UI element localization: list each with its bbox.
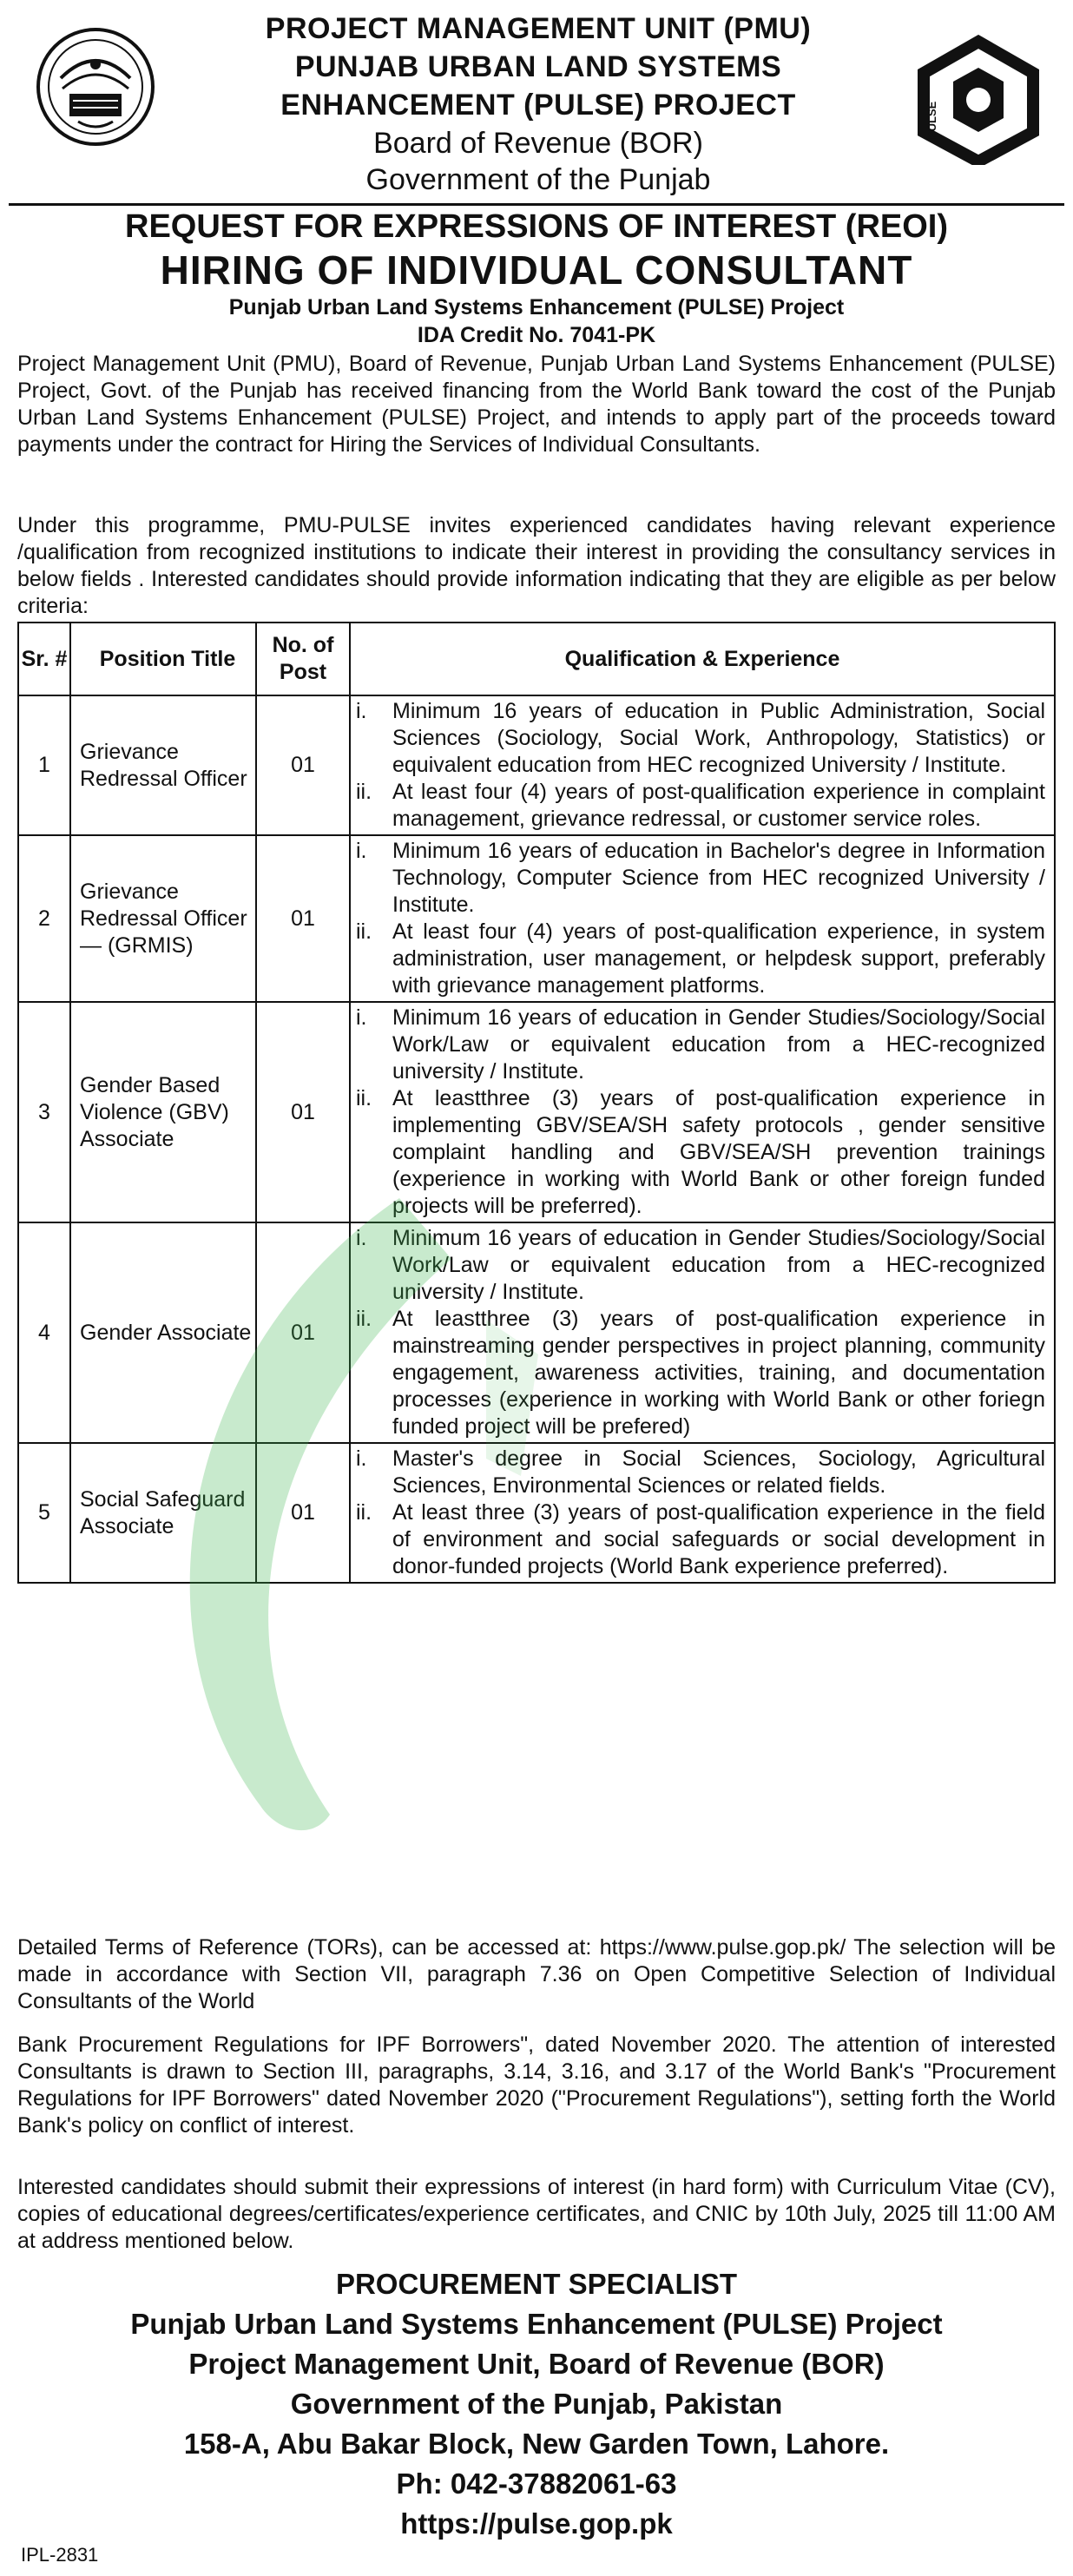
header-line-2: PUNJAB URBAN LAND SYSTEMS <box>294 50 782 83</box>
contact-website: https://pulse.gop.pk <box>400 2507 673 2540</box>
row-no-of-post: 01 <box>256 695 350 835</box>
row-sr: 4 <box>18 1222 70 1443</box>
contact-unit: Project Management Unit, Board of Revenue (BOR) <box>188 2348 885 2380</box>
row-qualification <box>350 1002 1055 1222</box>
row-no-of-post: 01 <box>256 1222 350 1443</box>
header-qualification: Qualification & Experience <box>350 623 1055 695</box>
contact-designation: PROCUREMENT SPECIALIST <box>335 2268 738 2300</box>
hiring-title: HIRING OF INDIVIDUAL CONSULTANT <box>160 247 913 293</box>
table-row <box>18 1002 1055 1222</box>
qual-text: Minimum 16 years of education in Gender Studies/Sociology/Social Work/Law or equivalent education from a HEC-recognized university / Institute. <box>392 1005 1045 1084</box>
contact-address: 158-A, Abu Bakar Block, New Garden Town, Lahore. <box>183 2428 890 2460</box>
punjab-emblem-icon <box>35 26 156 148</box>
header-no-of-post: No. of Post <box>256 623 350 695</box>
row-position-title: Grievance Redressal Officer <box>70 695 256 835</box>
table-row <box>18 1443 1055 1583</box>
table-header-row <box>18 623 1055 695</box>
reference-number: IPL-2831 <box>21 2544 99 2566</box>
row-no-of-post: 01 <box>256 1443 350 1583</box>
row-sr: 2 <box>18 835 70 1002</box>
contact-phone: Ph: 042-37882061-63 <box>396 2467 677 2500</box>
qual-text: At leastthree (3) years of post-qualification experience in implementing GBV/SEA/SH safety protocols , gender sensitive complaint handling and GBV/SEA/SH prevention trainings (experience in working with World Bank or other foreign funded projects will be preferred). <box>392 1086 1045 1218</box>
row-qualification <box>350 1222 1055 1443</box>
qual-text: At leastthree (3) years of post-qualification experience in mainstreaming gender perspectives in project planning, community engagement, awareness activities, training, and documentation processes (experience in working with World Bank or other foriegn funded project will be prefered) <box>392 1307 1045 1439</box>
terms-paragraph-1: Detailed Terms of Reference (TORs), can be accessed at: https://www.pulse.gop.pk/ The selection will be made in accordance with Section VII, paragraph 7.36 on Open Competitive Selection of Individual Consultants of the World <box>17 1935 1056 2013</box>
qual-number: ii. <box>356 1086 372 1110</box>
contact-government: Government of the Punjab, Pakistan <box>290 2388 783 2420</box>
intro-paragraph-1: Project Management Unit (PMU), Board of Revenue, Punjab Urban Land Systems Enhancement (PULSE) Project, Govt. of the Punjab has received financing from the World Bank toward the cost of the Punjab Urban Land Systems Enhancement (PULSE) Project, and intends to apply part of the proceeds toward payments under the contract for Hiring the Services of Individual Consultants. <box>17 352 1056 457</box>
row-no-of-post: 01 <box>256 1002 350 1222</box>
contact-project: Punjab Urban Land Systems Enhancement (PULSE) Project <box>130 2308 943 2340</box>
table-row <box>18 695 1055 835</box>
header-sr: Sr. # <box>18 623 70 695</box>
header-divider <box>9 203 1064 206</box>
row-position-title: Gender Based Violence (GBV) Associate <box>70 1002 256 1222</box>
qual-text: Minimum 16 years of education in Gender Studies/Sociology/Social Work/Law or equivalent education from a HEC-recognized university / Institute. <box>392 1226 1045 1304</box>
table-row <box>18 835 1055 1002</box>
pulse-logo-text: PULSE <box>925 101 938 139</box>
qual-number: ii. <box>356 919 372 944</box>
credit-number: IDA Credit No. 7041-PK <box>417 323 656 347</box>
qual-number: ii. <box>356 780 372 804</box>
row-qualification <box>350 695 1055 835</box>
project-subtitle: Punjab Urban Land Systems Enhancement (PULSE) Project <box>228 295 845 320</box>
row-qualification <box>350 835 1055 1002</box>
qual-number: i. <box>356 1005 367 1030</box>
qual-number: i. <box>356 1446 367 1471</box>
reoi-title: REQUEST FOR EXPRESSIONS OF INTEREST (REOI) <box>125 208 948 245</box>
pulse-logo-icon <box>913 35 1043 165</box>
qual-number: i. <box>356 839 367 863</box>
row-position-title: Grievance Redressal Officer — (GRMIS) <box>70 835 256 1002</box>
qual-number: ii. <box>356 1307 372 1331</box>
qual-number: i. <box>356 1226 367 1250</box>
intro-paragraph-2: Under this programme, PMU-PULSE invites experienced candidates having relevant experience /qualification from recognized institutions to indicate their interest in providing the consultancy services in below fields . Interested candidates should provide information indicating that they are eligible as per below criteria: <box>17 513 1056 618</box>
terms-paragraph-2: Bank Procurement Regulations for IPF Borrowers", dated November 2020. The attention of interested Consultants is drawn to Section III, paragraphs, 3.14, 3.16, and 3.17 of the World Bank's "Procurement Regulations for IPF Borrowers" dated November 2020 ("Procurement Regulations"), setting forth the World Bank's policy on conflict of interest. <box>17 2032 1056 2138</box>
qual-text: Minimum 16 years of education in Bachelor's degree in Information Technology, Computer Science from HEC recognized University / Institute. <box>392 839 1045 917</box>
table-row <box>18 1222 1055 1443</box>
row-sr: 1 <box>18 695 70 835</box>
header-position-title: Position Title <box>70 623 256 695</box>
header-line-5: Government of the Punjab <box>365 163 711 196</box>
qual-number: ii. <box>356 1500 372 1525</box>
row-position-title: Social Safeguard Associate <box>70 1443 256 1583</box>
positions-table <box>17 622 1056 1584</box>
qual-text: At least three (3) years of post-qualification experience in the field of environment and social safeguards or social development in donor-funded projects (World Bank experience preferred). <box>392 1500 1045 1578</box>
header-line-3: ENHANCEMENT (PULSE) PROJECT <box>280 89 796 122</box>
qual-text: Master's degree in Social Sciences, Sociology, Agricultural Sciences, Environmental Sciences or related fields. <box>392 1446 1045 1498</box>
qual-text: At least four (4) years of post-qualification experience in complaint management, grievance redressal, or customer service roles. <box>392 780 1045 831</box>
qual-text: At least four (4) years of post-qualification experience, in system administration, user management, or helpdesk support, preferably with grievance management platforms. <box>392 919 1045 998</box>
row-sr: 3 <box>18 1002 70 1222</box>
qual-text: Minimum 16 years of education in Public Administration, Social Sciences (Sociology, Social Work, Anthropology, Statistics) or equivalent education from HEC recognized University / Institute. <box>392 699 1045 777</box>
qual-number: i. <box>356 699 367 723</box>
row-no-of-post: 01 <box>256 835 350 1002</box>
header-line-1: PROJECT MANAGEMENT UNIT (PMU) <box>265 12 812 45</box>
row-qualification <box>350 1443 1055 1583</box>
header-line-4: Board of Revenue (BOR) <box>373 127 703 160</box>
row-position-title: Gender Associate <box>70 1222 256 1443</box>
row-sr: 5 <box>18 1443 70 1583</box>
submission-paragraph: Interested candidates should submit their expressions of interest (in hard form) with Curriculum Vitae (CV), copies of educational degrees/certificates/experience certificates, and CNIC by 10th July, 2025 till 11:00 AM at address mentioned below. <box>17 2175 1056 2253</box>
